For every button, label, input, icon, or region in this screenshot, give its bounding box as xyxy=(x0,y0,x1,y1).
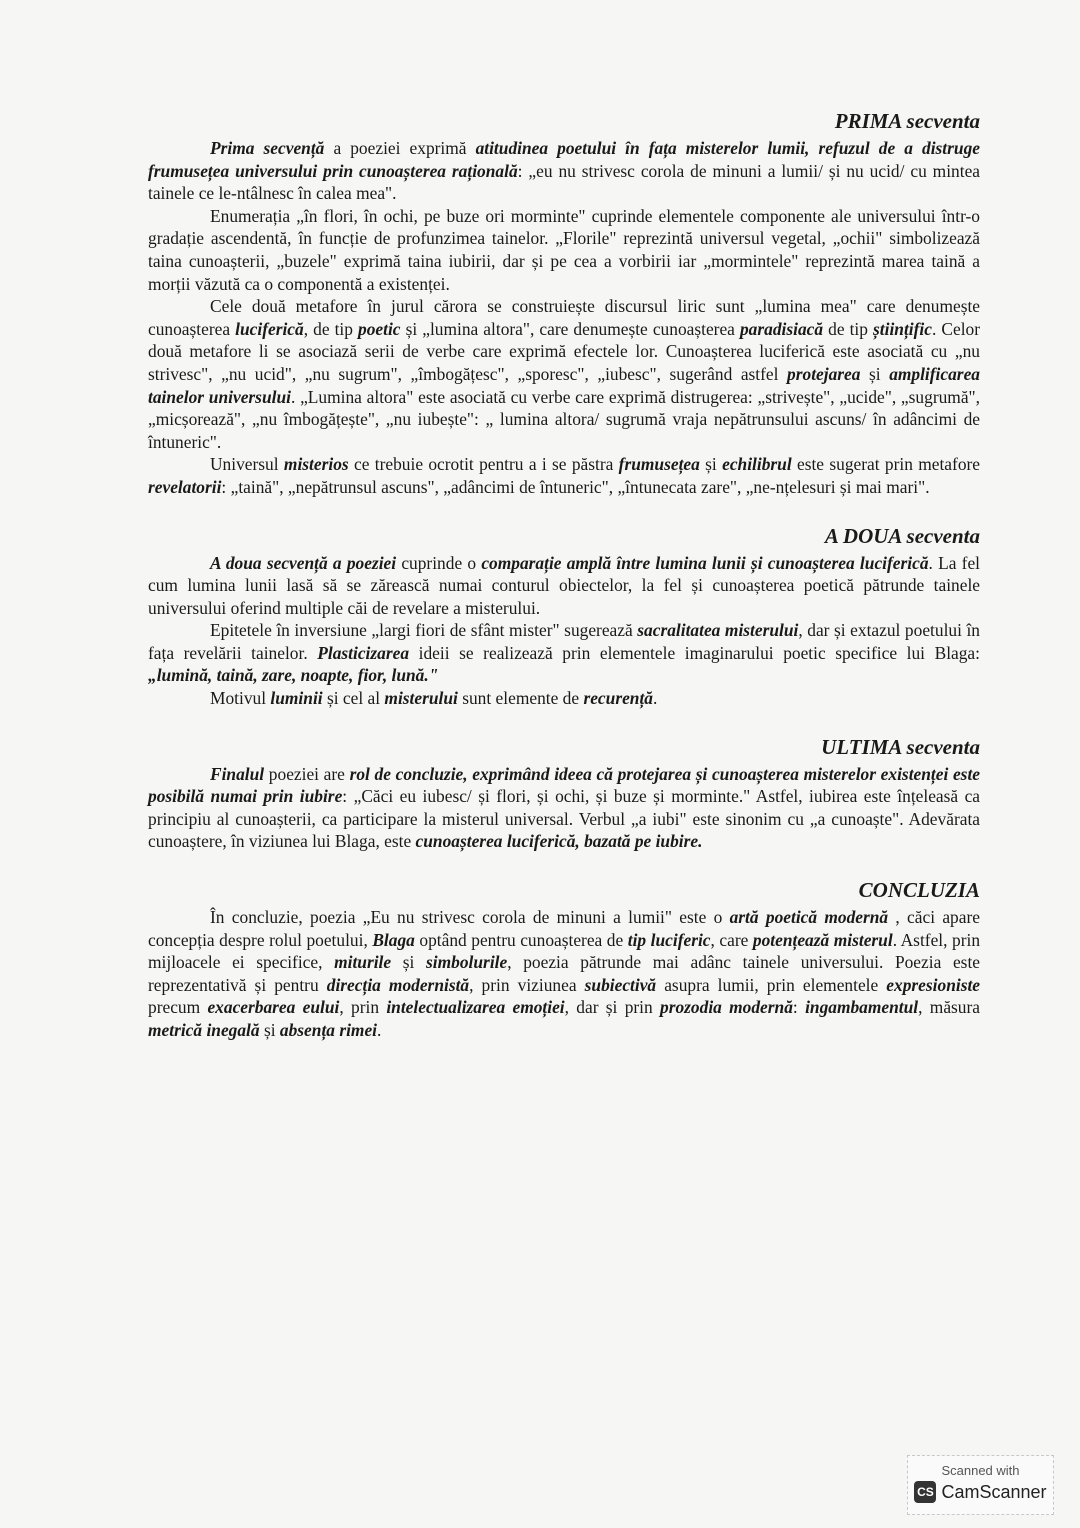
text-run: paradisiacă xyxy=(739,318,824,339)
text-run: Cele două metafore în jurul cărora se construiește discursul liric sunt xyxy=(210,296,755,317)
paragraph xyxy=(148,619,980,687)
text-run: distrugerea xyxy=(670,386,748,407)
text-run: amplificarea tainelor universului xyxy=(148,363,980,407)
text-run: sunt elemente de xyxy=(457,688,584,709)
text-run: și xyxy=(699,454,723,475)
text-run: simbolurile xyxy=(426,952,508,973)
text-run: Epitetele în inversiune xyxy=(210,620,372,641)
paragraph xyxy=(148,205,980,295)
text-run: expresioniste xyxy=(886,974,981,995)
text-run: , sugerând astfel xyxy=(656,363,788,384)
text-run: , prin viziunea xyxy=(469,974,585,995)
text-run: luminii xyxy=(270,688,323,709)
text-run: și xyxy=(391,952,427,973)
camscanner-logo-icon: CS xyxy=(914,1481,936,1503)
text-run: prozodia modernă xyxy=(660,997,793,1018)
text-run: , care xyxy=(710,929,753,950)
text-run: , de tip xyxy=(303,318,359,339)
text-run: „Florile" xyxy=(555,228,617,249)
text-run: , poezia pătrunde mai adânc tainele universului. Poezia este reprezentativă și pentru xyxy=(148,952,980,995)
text-run: metrică inegală xyxy=(148,1020,260,1040)
text-run: exacerbarea eului xyxy=(207,997,340,1018)
text-run: exprimă taina iubirii, dar și pe cea a vorbirii iar „mormintele" reprezintă marea taină a morții văzută ca o componentă a existenței. xyxy=(148,250,980,294)
section-heading-concluzia: CONCLUZIA xyxy=(858,878,980,903)
text-run: „taină", „nepătrunsul ascuns", „adâncimi de întuneric", „întunecata zare", „ne-nțelesuri și mai mari". xyxy=(230,476,930,497)
text-run: miturile xyxy=(334,952,392,973)
text-run: „a iubi" xyxy=(631,808,687,829)
text-run: „ochii" xyxy=(832,228,883,249)
text-run: . xyxy=(290,386,301,407)
text-run: rol de concluzie, exprimând ideea că protejarea și cunoașterea misterelor existenței este posibilă numai prin iubire xyxy=(148,763,981,807)
text-run: În concluzie, poezia xyxy=(210,907,363,928)
text-run: Astfel, iubirea este înțeleasă ca principiu al cunoașterii, ca participare la misterul universal. Verbul xyxy=(148,786,981,829)
text-run: a poeziei exprimă xyxy=(324,138,476,158)
text-run: tip luciferic xyxy=(627,929,711,950)
text-run: care denumește cunoașterea xyxy=(148,296,981,339)
text-run: Enumerația xyxy=(210,205,297,226)
text-run: Plasticizarea xyxy=(317,642,410,663)
text-run: de tip xyxy=(823,318,874,339)
text-run: comparație amplă între lumina lunii și cunoașterea luciferică xyxy=(481,552,929,573)
text-run: . Astfel, prin mijloacele ei specifice, xyxy=(148,929,981,973)
text-run: potențează misterul xyxy=(752,929,893,950)
text-run: : xyxy=(342,786,354,807)
text-run: luciferică xyxy=(235,318,304,339)
text-run: : xyxy=(747,386,758,407)
text-run: . Celor două metafore li se asociază serii de verbe care exprimă efectele lor. Cunoașterea luciferică este asociată cu xyxy=(148,318,981,362)
camscanner-badge xyxy=(907,1455,1054,1515)
text-run: sugerează xyxy=(559,620,638,641)
text-run: Finalul xyxy=(210,763,265,784)
text-run: subiectivă xyxy=(584,974,657,995)
text-run: , care denumește cunoașterea xyxy=(530,318,740,339)
text-run: , dar și prin xyxy=(564,997,660,1018)
text-run: . La fel cum lumina lunii lasă să se zărească numai conturul obiectelor, la fel și cunoașterea poetică pătrunde tainele universului oferind multiple căi de revelare a misterului. xyxy=(148,552,980,618)
text-run: atitudinea poetului în fața misterelor lumii, refuzul de a distruge frumusețea universului prin cunoașterea rațională xyxy=(148,138,980,181)
text-run: sacralitatea misterului xyxy=(637,620,799,641)
text-run: protejarea xyxy=(787,363,861,384)
text-run: reprezintă universul vegetal, xyxy=(616,228,833,249)
text-run: și cel al xyxy=(322,688,385,709)
text-run: : xyxy=(221,476,231,497)
badge-brand xyxy=(908,1481,1053,1503)
paragraph xyxy=(148,295,980,453)
text-run: Prima secvență xyxy=(210,138,325,158)
text-run: „Lumina altora" xyxy=(300,386,414,407)
text-run: optând pentru cunoașterea de xyxy=(414,929,628,950)
text-run: echilibrul xyxy=(722,454,792,475)
text-run: recurență xyxy=(583,688,654,709)
text-run: Blaga xyxy=(372,929,415,950)
text-run: Universul xyxy=(210,454,284,475)
text-run: „Eu nu strivesc corola de minuni a lumii" xyxy=(362,907,672,928)
text-run: ce trebuie ocrotit pentru a i se păstra xyxy=(348,454,619,475)
paragraph xyxy=(148,137,980,205)
text-run: , căci apare concepția despre rolul poetului, xyxy=(148,907,980,950)
text-run: poetic xyxy=(358,318,401,339)
section-heading-ultima: ULTIMA secventa xyxy=(821,734,980,759)
paragraph xyxy=(148,763,980,853)
text-run: . xyxy=(653,688,658,709)
text-run: Motivul xyxy=(210,688,271,709)
text-run: , dar și extazul poetului în fața revelării tainelor. xyxy=(148,620,981,663)
text-run: ingambamentul xyxy=(805,997,919,1018)
text-run: asupra lumii, prin elementele xyxy=(656,974,887,995)
text-run: poeziei are xyxy=(264,763,350,784)
text-run: ideii se realizează prin elementele imaginarului poetic specifice lui Blaga: xyxy=(409,642,980,663)
text-run: absența rimei xyxy=(279,1020,377,1040)
text-run: „nu strivesc", „nu ucid", „nu sugrum", „îmbogățesc", „sporesc", „iubesc" xyxy=(148,341,980,384)
text-run: misterului xyxy=(384,688,458,709)
text-run: „eu nu strivesc corola de minuni a lumii/ și nu ucid/ cu mintea tainele ce le-ntâlnesc în calea mea". xyxy=(148,160,981,204)
text-run: „largi fiori de sfânt mister" xyxy=(371,620,560,641)
text-run: : xyxy=(792,997,806,1018)
section-heading-a-doua: A DOUA secventa xyxy=(824,523,980,548)
text-run: „în flori, în ochi, pe buze ori morminte" xyxy=(296,205,586,226)
text-run: „strivește", „ucide", „sugrumă", „micșorează", „nu îmbogățește", „nu iubește": „ lumina altora/ sugrumă vraja nepătrunsului ascuns/ în adâncimi de întuneric". xyxy=(148,386,980,452)
text-run: precum xyxy=(148,997,208,1018)
text-run: , măsura xyxy=(918,997,981,1018)
text-run: . Adevărata cunoaștere, în viziunea lui Blaga, este xyxy=(148,808,981,852)
badge-caption: Scanned with xyxy=(941,1463,1020,1478)
text-run: este sinonim cu xyxy=(686,808,810,829)
text-run: „lumina mea" xyxy=(754,296,857,317)
text-run: direcția modernistă xyxy=(326,974,470,995)
text-run: și xyxy=(860,363,890,384)
text-run: „Căci eu iubesc/ și flori, și ochi, și buze și morminte." xyxy=(353,786,751,807)
text-run: și xyxy=(259,1020,280,1040)
text-run: simbolizează taina cunoașterii, xyxy=(148,228,980,271)
text-run: revelatorii xyxy=(148,476,222,497)
section-heading-prima: PRIMA secventa xyxy=(834,109,980,133)
text-run: intelectualizarea emoției xyxy=(386,997,565,1018)
text-run: . xyxy=(377,1020,382,1040)
text-run: cuprinde o xyxy=(396,552,482,573)
text-run: A doua secvență a poeziei xyxy=(210,552,397,573)
text-run: artă poetică modernă xyxy=(729,907,889,928)
text-run: , prin xyxy=(339,997,387,1018)
text-run: cuprinde elementele componente ale universului într-o gradație ascendentă, în funcție de profunzimea tainelor. xyxy=(148,205,981,249)
text-run: cunoașterea luciferică, bazată pe iubire. xyxy=(415,831,703,852)
paragraph xyxy=(148,552,980,620)
text-run: „a cunoaște" xyxy=(809,808,900,829)
paragraph xyxy=(148,687,980,710)
text-run: : xyxy=(517,160,529,181)
text-run: este o xyxy=(671,907,730,928)
text-run: și xyxy=(400,318,423,339)
paragraph xyxy=(148,453,980,498)
text-run: „lumina altora" xyxy=(422,318,530,339)
text-run: frumusețea xyxy=(618,454,700,475)
document-page xyxy=(148,108,980,1042)
text-run: este asociată cu verbe care exprimă xyxy=(413,386,671,407)
text-run: este sugerat prin metafore xyxy=(791,454,981,475)
text-run: științific xyxy=(873,318,932,339)
text-run: „lumină, taină, zare, noapte, fior, lună." xyxy=(148,665,439,686)
paragraph xyxy=(148,906,980,1042)
text-run: misterios xyxy=(283,454,349,475)
badge-brand-name: CamScanner xyxy=(941,1481,1047,1502)
text-run: „buzele" xyxy=(276,250,337,271)
